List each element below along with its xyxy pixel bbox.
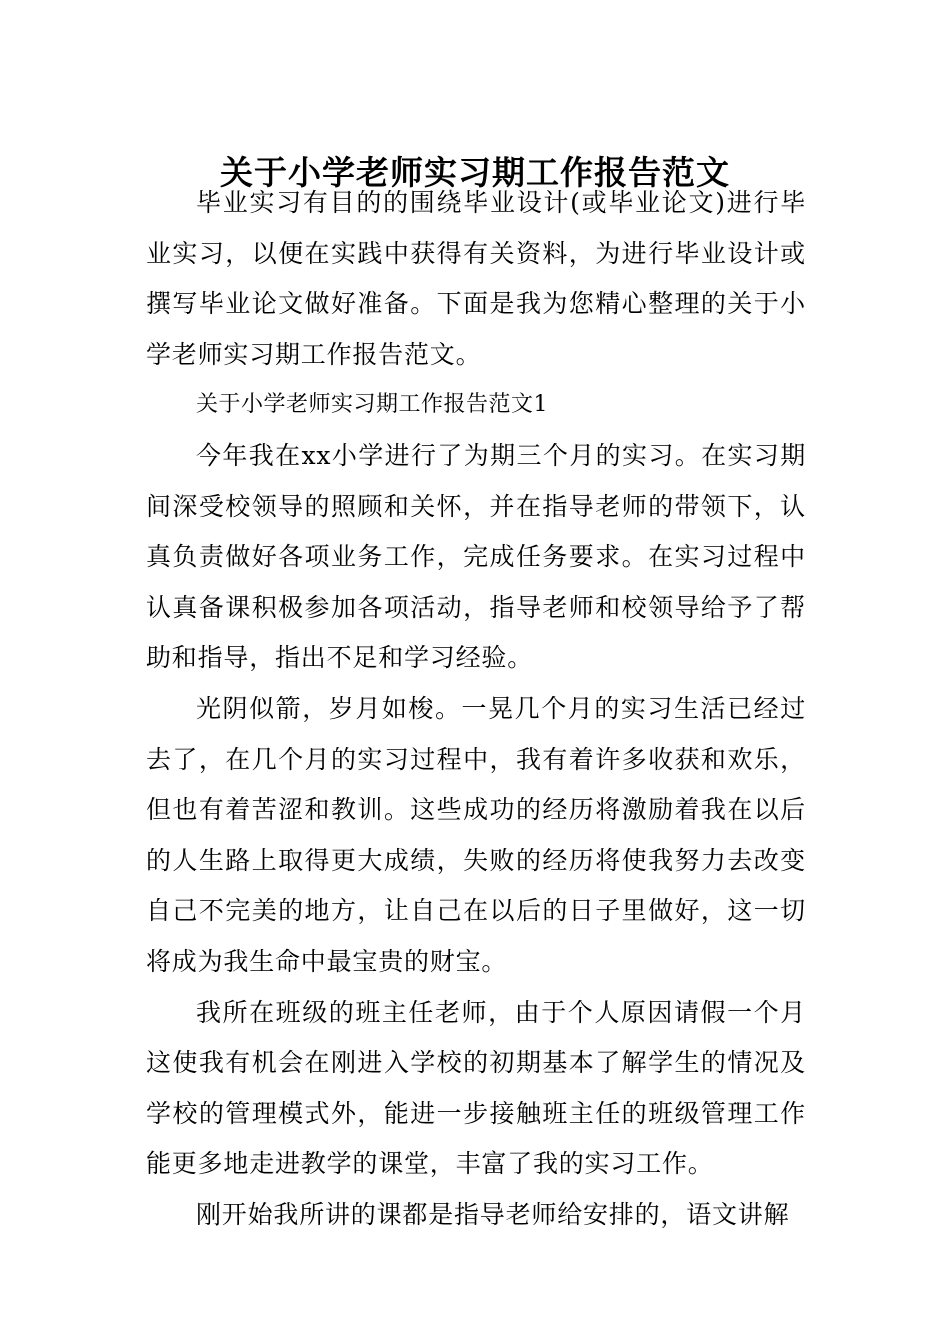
paragraph-reflection: 光阴似箭，岁月如梭。一晃几个月的实习生活已经过去了，在几个月的实习过程中，我有着许多收获和欢乐，但也有着苦涩和教训。这些成功的经历将激励着我在以后的人生路上取得更大成绩，失败的经历将使我努力去改变自己不完美的地方，让自己在以后的日子里做好，这一切将成为我生命中最宝贵的财宝。	[146, 693, 806, 976]
page-title: 关于小学老师实习期工作报告范文	[220, 153, 730, 193]
paragraph-lessons: 刚开始我所讲的课都是指导老师给安排的，语文讲解	[196, 1199, 790, 1229]
paragraph-class-teacher: 我所在班级的班主任老师，由于个人原因请假一个月这使我有机会在刚进入学校的初期基本了解学生的情况及学校的管理模式外，能进一步接触班主任的班级管理工作能更多地走进教学的课堂，丰富了我的实习工作。	[146, 997, 806, 1179]
document-body	[146, 178, 806, 1240]
section-heading: 关于小学老师实习期工作报告范文1	[196, 392, 548, 418]
paragraph-internship-overview: 今年我在xx小学进行了为期三个月的实习。在实习期间深受校领导的照顾和关怀，并在指导老师的带领下，认真负责做好各项业务工作，完成任务要求。在实习过程中认真备课积极参加各项活动，指导老师和校领导给予了帮助和指导，指出不足和学习经验。	[146, 440, 806, 673]
paragraph-intro: 毕业实习有目的的围绕毕业设计(或毕业论文)进行毕业实习，以便在实践中获得有关资料，为进行毕业设计或撰写毕业论文做好准备。下面是我为您精心整理的关于小学老师实习期工作报告范文。	[146, 188, 806, 369]
